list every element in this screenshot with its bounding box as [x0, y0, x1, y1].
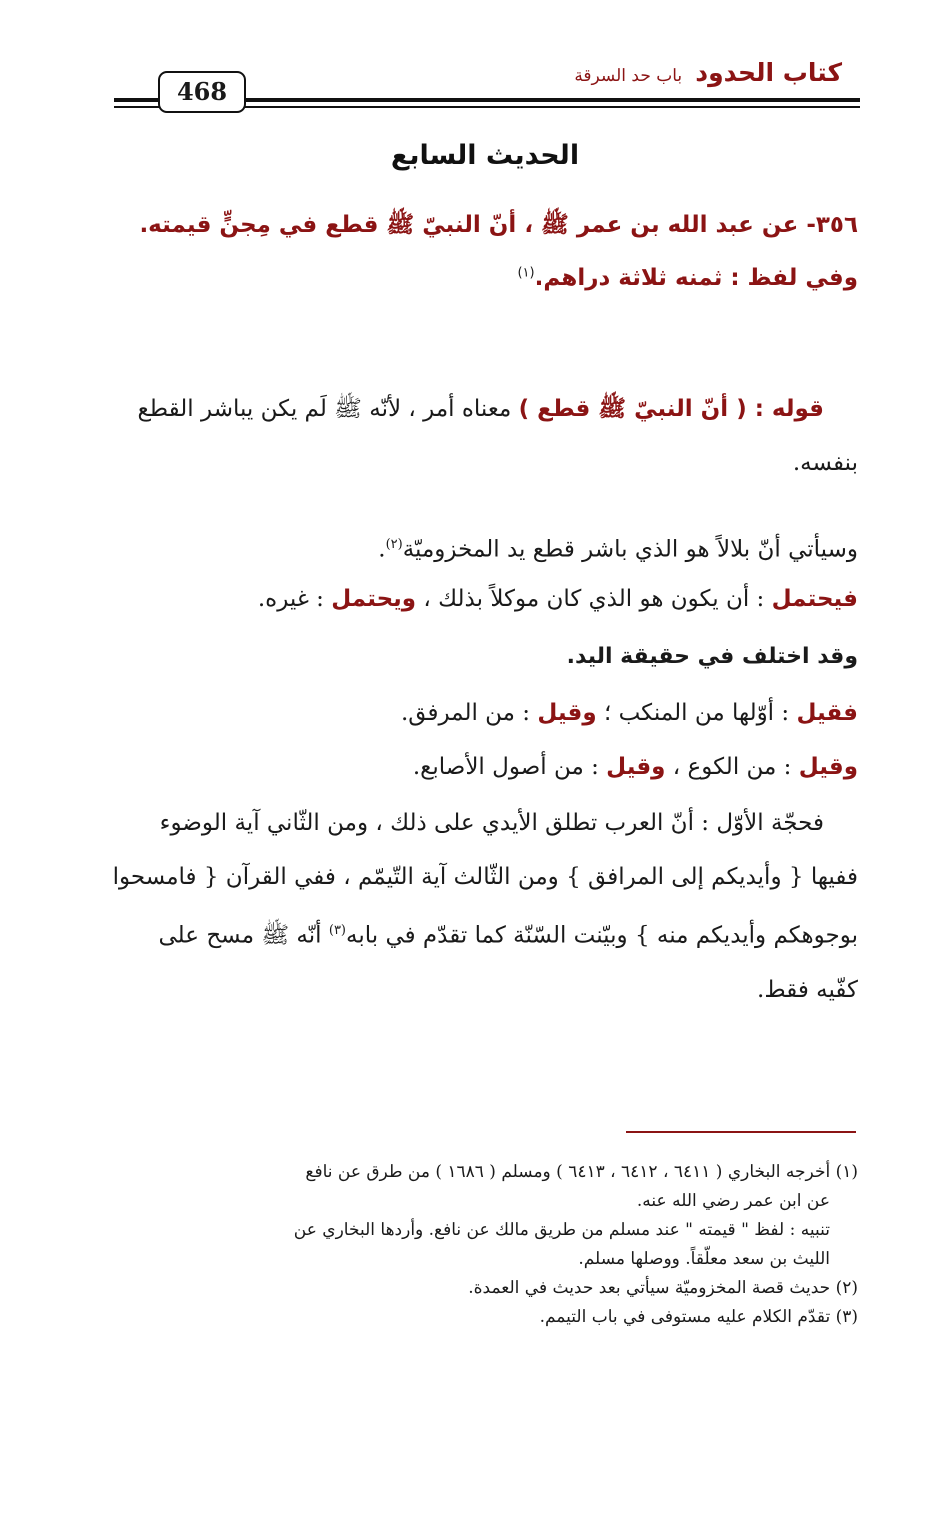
footnote-1-line-1: (١) أخرجه البخاري ( ٦٤١١ ، ٦٤١٢ ، ٦٤١٣ ) ومسلم ( ١٦٨٦ ) من طرق عن نافع [305, 1162, 858, 1182]
paragraph-6 [112, 740, 892, 794]
p3-text-2: : غيره. [257, 586, 332, 612]
paragraph-7 [112, 796, 858, 1017]
p7-text-2: أنّه ﷺ مسح على كفّيه فقط. [158, 922, 858, 1003]
p5-text-1: : أوّلها من المنكب ؛ [596, 700, 797, 726]
paragraph-2: وسيأتي أنّ بلالاً هو الذي باشر قطع يد المخزوميّة$^{(٢)}$. [378, 536, 858, 563]
p6-text-1: : من الكوع ، [665, 754, 799, 780]
hadith-line-1: ٣٥٦- عن عبد الله بن عمر ﷺ ، أنّ النبيّ ﷺ قطع في مِجنٍّ قيمته. [139, 212, 858, 238]
p5-label-2: وقيل [537, 700, 597, 726]
footnote-1-line-4: الليث بن سعد معلّقاً. ووصلها مسلم. [578, 1249, 830, 1269]
footnote-1-line-3: تنبيه : لفظ " قيمته " عند مسلم من طريق مالك عن نافع. وأردها البخاري عن [293, 1220, 830, 1240]
p6-label-1: وقيل [798, 754, 858, 780]
page-header [114, 52, 860, 112]
paragraph-1 [112, 382, 858, 490]
p3-label-1: فيحتمل [771, 586, 858, 612]
footnote-2: (٢) حديث قصة المخزوميّة سيأتي بعد حديث في العمدة. [468, 1278, 858, 1298]
book-title: كتاب الحدود [695, 58, 842, 87]
paragraph-3 [112, 572, 892, 626]
p6-text-2: : من أصول الأصابع. [412, 754, 607, 780]
p3-label-2: ويحتمل [331, 586, 417, 612]
footnote-rule [626, 1131, 856, 1133]
p3-text-1: : أن يكون هو الذي كان موكلاً بذلك ، [416, 586, 772, 612]
hadith-line-2-text: وفي لفظ : ثمنه ثلاثة دراهم. [534, 265, 858, 291]
chapter-title: باب حد السرقة [574, 66, 683, 86]
p5-label-1: فقيل [796, 700, 858, 726]
footnote-ref-1: (١) [517, 265, 535, 281]
section-title: الحديث السابع [390, 140, 580, 171]
hadith-line-2 [112, 265, 858, 291]
footnote-3: (٣) تقدّم الكلام عليه مستوفى في باب التيمم. [539, 1307, 858, 1327]
p7-text-1: فحجّة الأوّل : أنّ العرب تطلق الأيدي على ذلك ، ومن الثّاني آية الوضوء ففيها { وأيديكم إلى المرافق } ومن الثّالث آية التّيمّم ، ففي القرآن { فامسحوا بوجوهكم وأيديكم منه } وبيّنت السّنّة كما تقدّم في بابه [112, 810, 858, 949]
p1-text: معناه أمر ، لأنّه ﷺ لَم يكن يباشر القطع بنفسه. [137, 396, 858, 476]
p5-text-2: : من المرفق. [400, 700, 538, 726]
footnote-ref-3: (٣) [328, 923, 346, 938]
page-number: 468 [158, 71, 246, 113]
footnote-1 [112, 1158, 858, 1332]
footnote-ref-2: (٢) [385, 537, 403, 552]
footnote-1-line-2: عن ابن عمر رضي الله عنه. [636, 1191, 830, 1211]
paragraph-5 [112, 686, 892, 740]
p2-text: وسيأتي أنّ بلالاً هو الذي باشر قطع يد المخزوميّة [402, 536, 858, 563]
p6-label-2: وقيل [606, 754, 666, 780]
paragraph-4: وقد اختلف في حقيقة اليد. [566, 644, 858, 669]
p1-label: قوله : ( أنّ النبيّ ﷺ قطع ) [518, 396, 824, 422]
running-title [574, 58, 842, 87]
